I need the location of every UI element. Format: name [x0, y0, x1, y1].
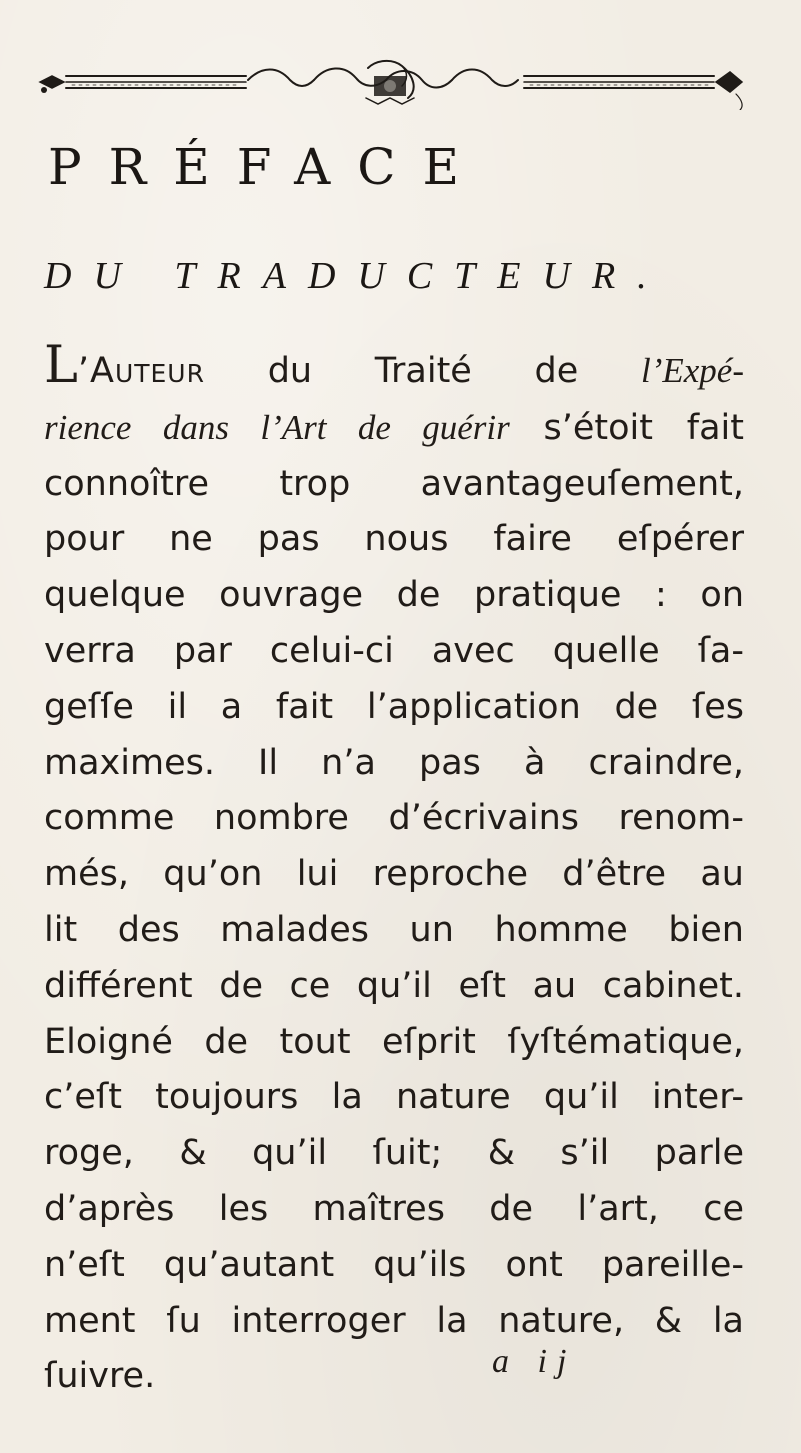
italic-text: l’Expé-	[641, 351, 744, 390]
decorative-fleuron-band-icon	[36, 58, 748, 110]
signature-mark: a ij	[492, 1343, 577, 1380]
text-line-11: lit des malades un homme bien	[44, 909, 744, 950]
text-line-3: connoître trop avantageuſement,	[44, 463, 744, 504]
text-line-16: d’après les maîtres de l’art, ce	[44, 1188, 744, 1229]
text-fragment: s’étoit fait	[509, 407, 744, 448]
text-fragment: du Traité de	[204, 351, 642, 391]
text-line-7: geſſe il a fait l’application de ſes	[44, 686, 744, 727]
text-line-8: maximes. Il n’a pas à craindre,	[44, 742, 744, 783]
text-line-14: c’eſt toujours la nature qu’il inter-	[44, 1077, 744, 1118]
drop-cap: L	[44, 336, 78, 395]
text-line-1	[44, 336, 744, 400]
text-line-4: pour ne pas nous faire eſpérer	[44, 519, 744, 560]
preface-body	[44, 336, 744, 1405]
text-line-2	[44, 400, 744, 457]
small-caps-word: ’Auteur	[77, 351, 205, 391]
text-line-10: més, qu’on lui reproche d’être au	[44, 854, 744, 895]
text-line-12: différent de ce qu’il eſt au cabinet.	[44, 965, 744, 1006]
page-subtitle: DU TRADUCTEUR.	[44, 255, 669, 297]
page-title: PRÉFACE	[48, 138, 486, 196]
text-line-18: ment ſu interroger la nature, & la	[44, 1300, 744, 1341]
italic-text: rience dans l’Art de guérir	[44, 407, 510, 447]
text-line-13: Eloigné de tout eſprit ſyſtématique,	[44, 1021, 744, 1062]
text-line-19: ſuivre.	[44, 1356, 156, 1397]
text-line-15: roge, & qu’il ſuit; & s’il parle	[44, 1133, 744, 1174]
text-line-9: comme nombre d’écrivains renom-	[44, 798, 744, 839]
text-line-5: quelque ouvrage de pratique : on	[44, 575, 744, 616]
text-line-17: n’eſt qu’autant qu’ils ont pareille-	[44, 1244, 744, 1285]
text-line-6: verra par celui-ci avec quelle ſa-	[44, 630, 744, 671]
